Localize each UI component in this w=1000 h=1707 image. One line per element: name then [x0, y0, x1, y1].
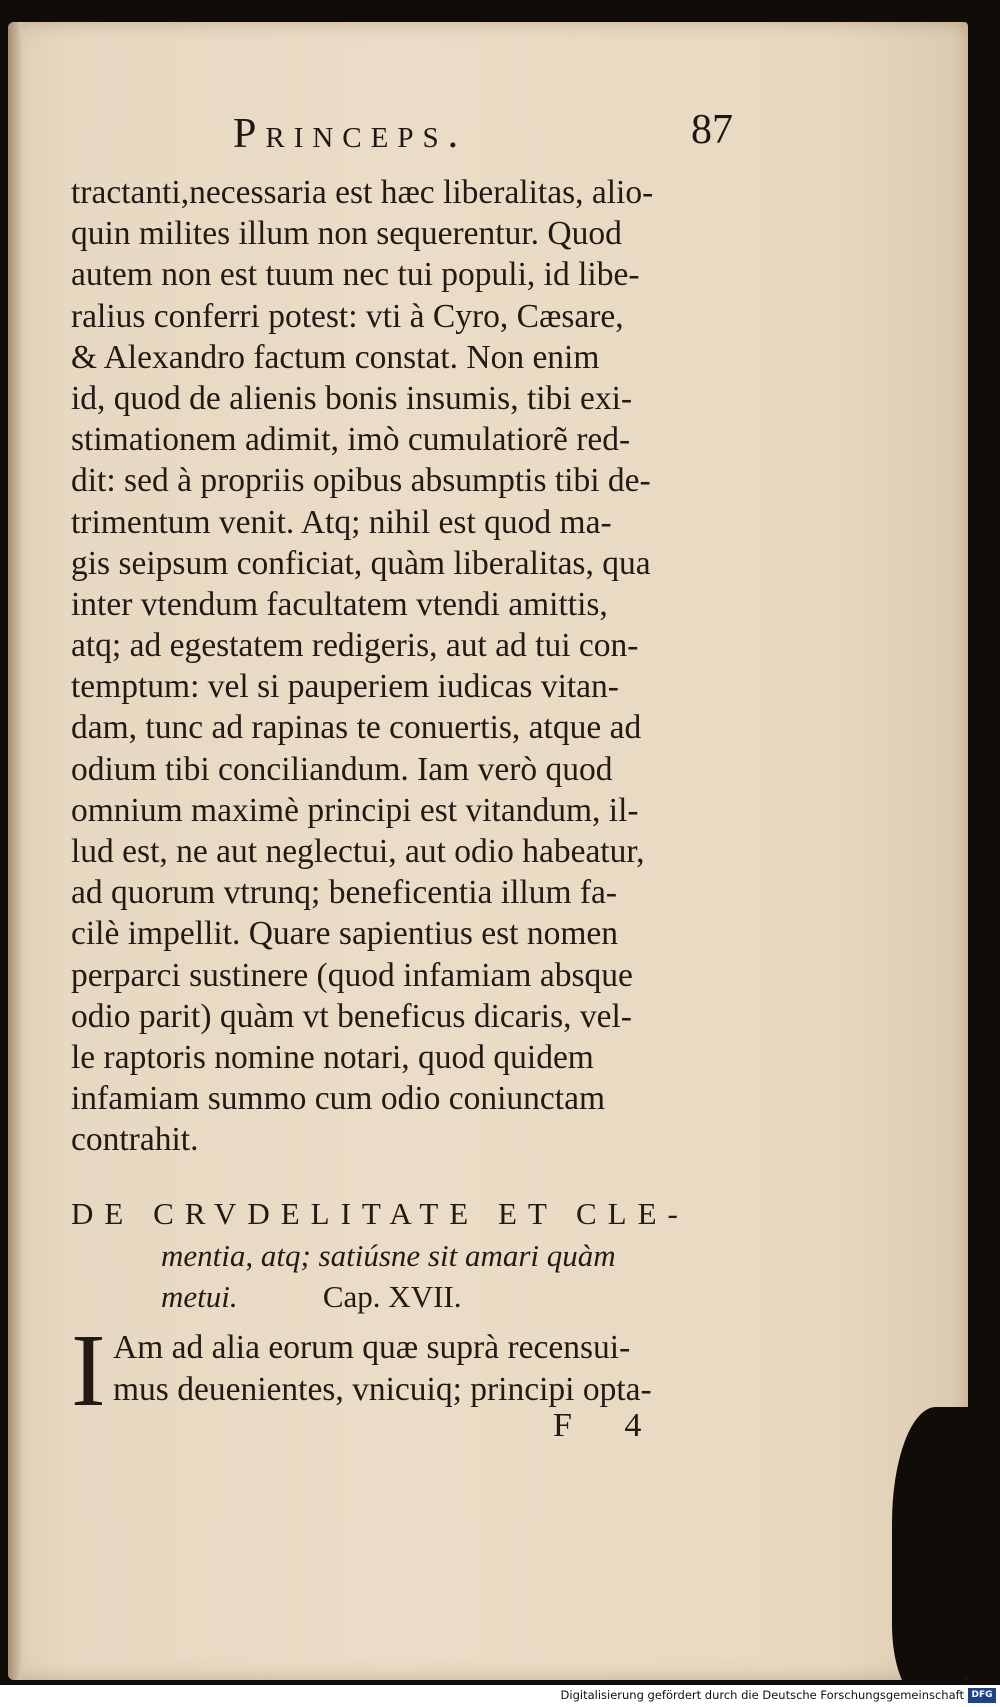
chapter-number: Cap. XVII. [322, 1279, 462, 1314]
text-line: le raptoris nomine notari, quod quidem [71, 1038, 594, 1076]
text-line: infamiam summo cum odio coniunctam [71, 1080, 606, 1118]
dfg-logo: DFG [968, 1688, 996, 1703]
drop-cap: I [71, 1313, 106, 1428]
text-line: contrahit. [71, 1121, 199, 1159]
page-gutter [8, 22, 22, 1680]
signature-mark: F 4 [553, 1407, 664, 1444]
text-line: stimationem adimit, imò cumulatiorẽ red- [71, 421, 631, 459]
text-line: odio parit) quàm vt beneficus dicaris, vel- [71, 997, 632, 1035]
text-line: dam, tunc ad rapinas te conuertis, atque ad [71, 709, 642, 747]
text-line: quin milites illum non sequerentur. Quod [71, 215, 622, 253]
text-line: tractanti,necessaria est hæc liberalitas, alio- [71, 174, 654, 211]
chapter-subtitle-end: metui. [161, 1279, 238, 1314]
body-text [71, 172, 731, 1161]
text-line: ad quorum vtrunq; beneficentia illum fa- [71, 874, 618, 912]
text-line: & Alexandro factum constat. Non enim [71, 338, 600, 376]
text-line: atq; ad egestatem redigeris, aut ad tui con- [71, 627, 639, 665]
text-line: lud est, ne aut neglectui, aut odio habeatur, [71, 833, 645, 870]
chapter-gap [238, 1279, 323, 1314]
text-line: mus deuenientes, vnicuiq; principi opta- [113, 1371, 652, 1408]
text-line: id, quod de alienis bonis insumis, tibi exi- [71, 379, 633, 417]
chapter-subtitle: mentia, atq; satiúsne sit amari quàm [161, 1238, 616, 1273]
text-line: autem non est tuum nec tui populi, id libe- [71, 256, 640, 294]
book-page [8, 22, 968, 1680]
text-line: dit: sed à propriis opibus absumptis tibi de- [71, 462, 651, 500]
text-line: omnium maximè principi est vitandum, il- [71, 791, 639, 829]
chapter-heading [71, 1192, 751, 1318]
text-line: odium tibi conciliandum. Iam verò quod [71, 750, 613, 788]
running-title: Princeps. [233, 111, 468, 157]
text-line: Am ad alia eorum quæ suprà recensui- [113, 1329, 631, 1366]
torn-corner [892, 1407, 968, 1680]
text-line: gis seipsum conficiat, quàm liberalitas, qua [71, 544, 651, 582]
text-line: perparci sustinere (quod infamiam absque [71, 956, 633, 994]
text-line: cilè impellit. Quare sapientius est nomen [71, 915, 619, 953]
text-line: trimentum venit. Atq; nihil est quod ma- [71, 503, 612, 541]
page-number: 87 [691, 107, 733, 153]
chapter-title: DE CRVDELITATE ET CLE- [71, 1196, 689, 1231]
page-header [233, 102, 733, 172]
text-line: inter vtendum facultatem vtendi amittis, [71, 585, 608, 623]
text-line: temptum: vel si pauperiem iudicas vitan- [71, 668, 619, 706]
credit-bar [0, 1685, 1000, 1707]
chapter-number-line [71, 1276, 751, 1318]
credit-text: Digitalisierung gefördert durch die Deutsche Forschungsgemeinschaft [560, 1688, 964, 1702]
text-line: ralius conferri potest: vti à Cyro, Cæsare, [71, 297, 624, 335]
